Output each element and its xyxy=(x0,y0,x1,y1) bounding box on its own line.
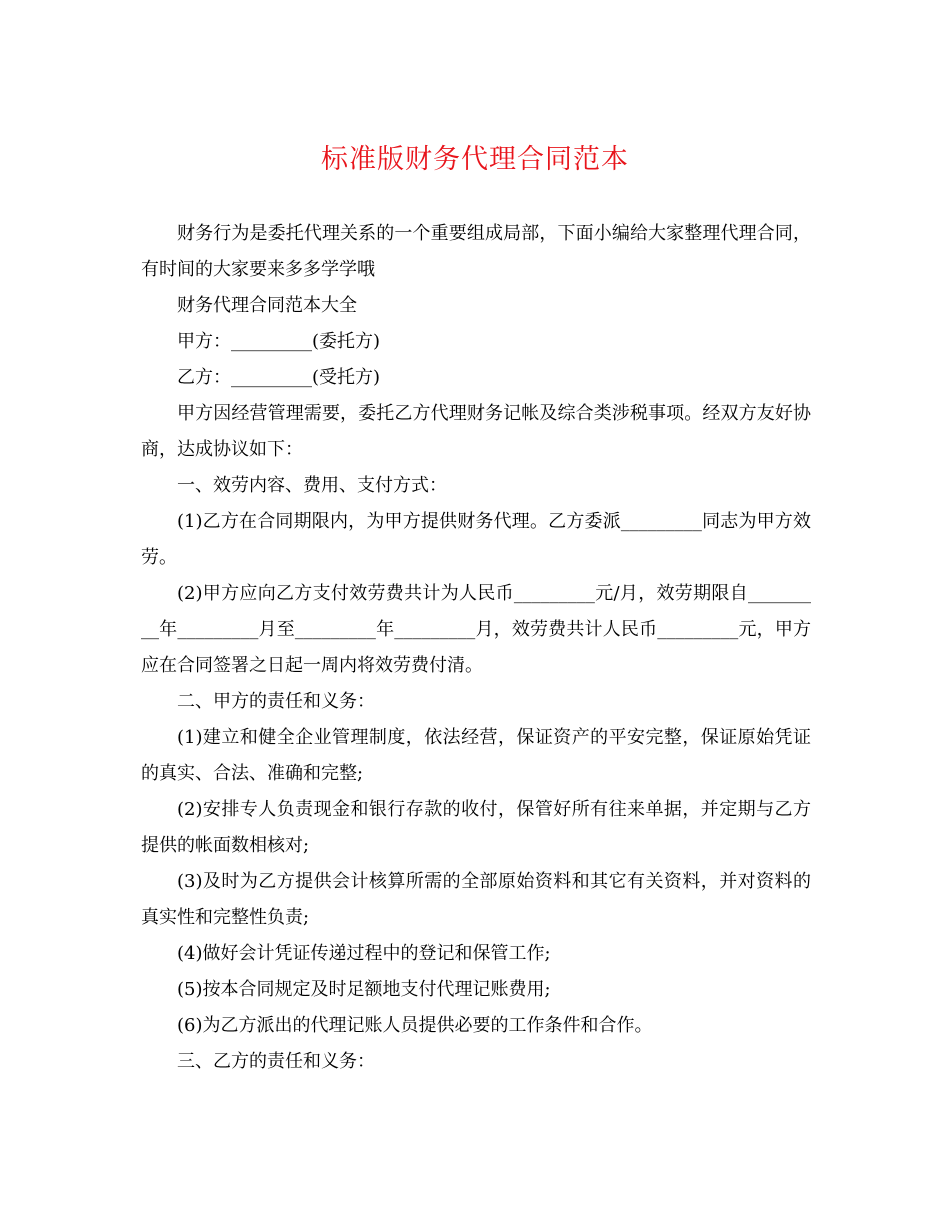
party-a-line: 甲方：_________(委托方) xyxy=(177,331,381,352)
document-title: 标准版财务代理合同范本 xyxy=(321,144,629,175)
party-b-line: 乙方：_________(受托方) xyxy=(177,367,381,388)
section-1-heading: 一、效劳内容、费用、支付方式： xyxy=(177,475,447,496)
section-2-item-1: (1)建立和健全企业管理制度，依法经营，保证资产的平安完整，保证原始凭证的真实、合法、准确和完整; xyxy=(141,727,811,784)
section-2-item-5: (5)按本合同规定及时足额地支付代理记账费用; xyxy=(177,979,551,1000)
section-3-heading: 三、乙方的责任和义务： xyxy=(177,1051,375,1072)
section-1-item-1: (1)乙方在合同期限内，为甲方提供财务代理。乙方委派_________同志为甲方效劳。 xyxy=(141,511,811,568)
section-1-item-2: (2)甲方应向乙方支付效劳费共计为人民币_________元/月，效劳期限自_________年_________月至_________年_________月，效劳费共计人民币_________元，甲方应在合同签署之日起一周内将效劳费付清。 xyxy=(141,583,811,676)
section-2-item-6: (6)为乙方派出的代理记账人员提供必要的工作条件和合作。 xyxy=(177,1015,653,1036)
subtitle-paragraph: 财务代理合同范本大全 xyxy=(177,295,357,316)
section-2-heading: 二、甲方的责任和义务： xyxy=(177,691,375,712)
section-2-item-4: (4)做好会计凭证传递过程中的登记和保管工作; xyxy=(177,943,551,964)
document-body xyxy=(141,216,811,1080)
intro-paragraph: 财务行为是委托代理关系的一个重要组成局部，下面小编给大家整理代理合同，有时间的大家要来多多学学哦 xyxy=(141,223,811,280)
section-2-item-2: (2)安排专人负责现金和银行存款的收付，保管好所有往来单据，并定期与乙方提供的帐面数相核对; xyxy=(141,799,811,856)
preamble-paragraph: 甲方因经营管理需要，委托乙方代理财务记帐及综合类涉税事项。经双方友好协商，达成协议如下： xyxy=(141,403,811,460)
section-2-item-3: (3)及时为乙方提供会计核算所需的全部原始资料和其它有关资料，并对资料的真实性和完整性负责; xyxy=(141,871,811,928)
